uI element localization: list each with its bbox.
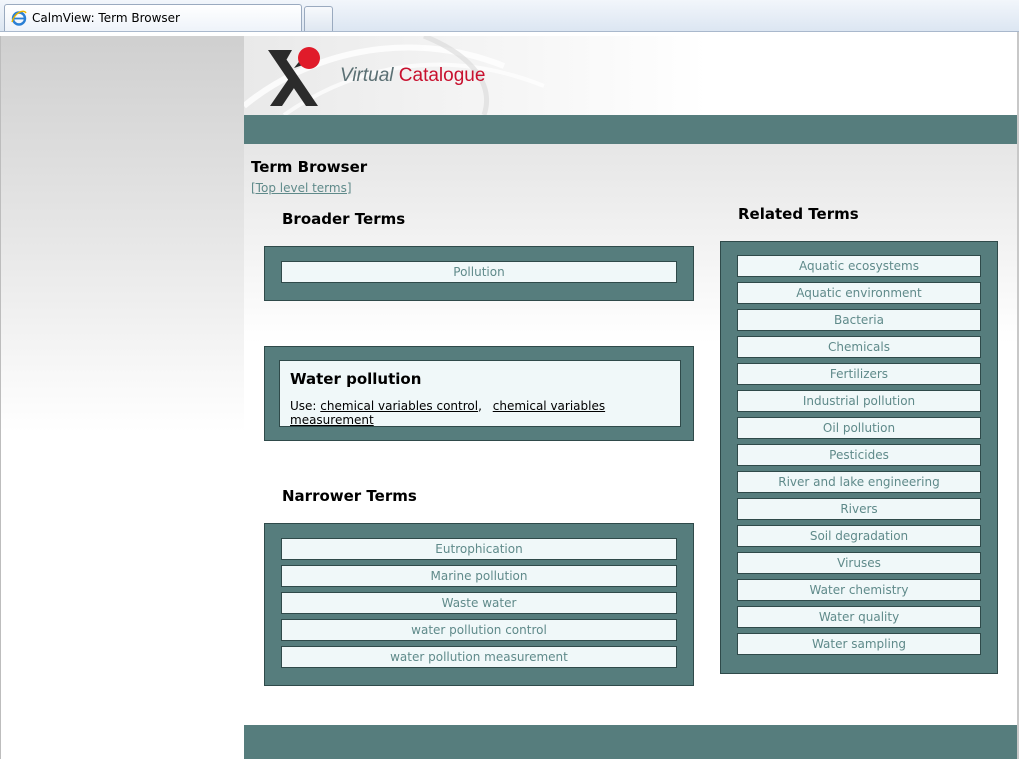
header-bar	[244, 115, 1017, 144]
related-term[interactable]: Water chemistry	[737, 579, 981, 601]
narrower-term[interactable]: Eutrophication	[281, 538, 677, 560]
related-term[interactable]: Rivers	[737, 498, 981, 520]
related-term[interactable]: Bacteria	[737, 309, 981, 331]
related-term[interactable]: Water quality	[737, 606, 981, 628]
use-separator: ,	[478, 399, 482, 413]
related-term[interactable]: Pesticides	[737, 444, 981, 466]
current-term-panel	[279, 360, 681, 427]
narrower-term[interactable]: Waste water	[281, 592, 677, 614]
brand-word-virtual: Virtual	[340, 65, 394, 86]
narrower-term[interactable]: water pollution measurement	[281, 646, 677, 668]
narrower-terms-box	[264, 523, 694, 686]
related-term[interactable]: Viruses	[737, 552, 981, 574]
related-terms-box	[720, 241, 998, 674]
current-term-box	[264, 346, 694, 441]
related-term[interactable]: Chemicals	[737, 336, 981, 358]
browser-tab[interactable]	[4, 4, 302, 31]
use-term-link[interactable]: chemical variables measurement	[290, 399, 606, 427]
related-term[interactable]: Industrial pollution	[737, 390, 981, 412]
brand-name	[340, 65, 485, 87]
related-term[interactable]: Oil pollution	[737, 417, 981, 439]
broader-terms-heading: Broader Terms	[282, 210, 406, 228]
footer-bar	[244, 725, 1017, 759]
site-header	[244, 36, 1017, 115]
left-frame	[0, 32, 244, 759]
related-term[interactable]: River and lake engineering	[737, 471, 981, 493]
broader-term[interactable]: Pollution	[281, 261, 677, 283]
use-terms-line	[290, 399, 670, 427]
related-term[interactable]: Soil degradation	[737, 525, 981, 547]
page-title: Term Browser	[251, 158, 368, 176]
related-term[interactable]: Aquatic environment	[737, 282, 981, 304]
use-label: Use:	[290, 399, 317, 413]
related-term[interactable]: Water sampling	[737, 633, 981, 655]
related-terms-heading: Related Terms	[738, 205, 859, 223]
related-term[interactable]: Fertilizers	[737, 363, 981, 385]
use-term-link[interactable]: chemical variables control	[320, 399, 479, 413]
calm-logo-icon[interactable]	[266, 44, 326, 110]
narrower-term[interactable]: water pollution control	[281, 619, 677, 641]
top-level-terms-link[interactable]: [Top level terms]	[251, 181, 352, 195]
browser-tab-strip	[0, 0, 1019, 32]
main-frame	[244, 36, 1017, 759]
related-term[interactable]: Aquatic ecosystems	[737, 255, 981, 277]
narrower-terms-heading: Narrower Terms	[282, 487, 417, 505]
broader-terms-box	[264, 246, 694, 301]
brand-word-catalogue: Catalogue	[398, 65, 486, 86]
new-tab-button[interactable]	[304, 6, 333, 31]
internet-explorer-icon	[11, 10, 27, 26]
browser-tab-title: CalmView: Term Browser	[32, 11, 180, 25]
current-term-name: Water pollution	[290, 370, 422, 388]
narrower-term[interactable]: Marine pollution	[281, 565, 677, 587]
